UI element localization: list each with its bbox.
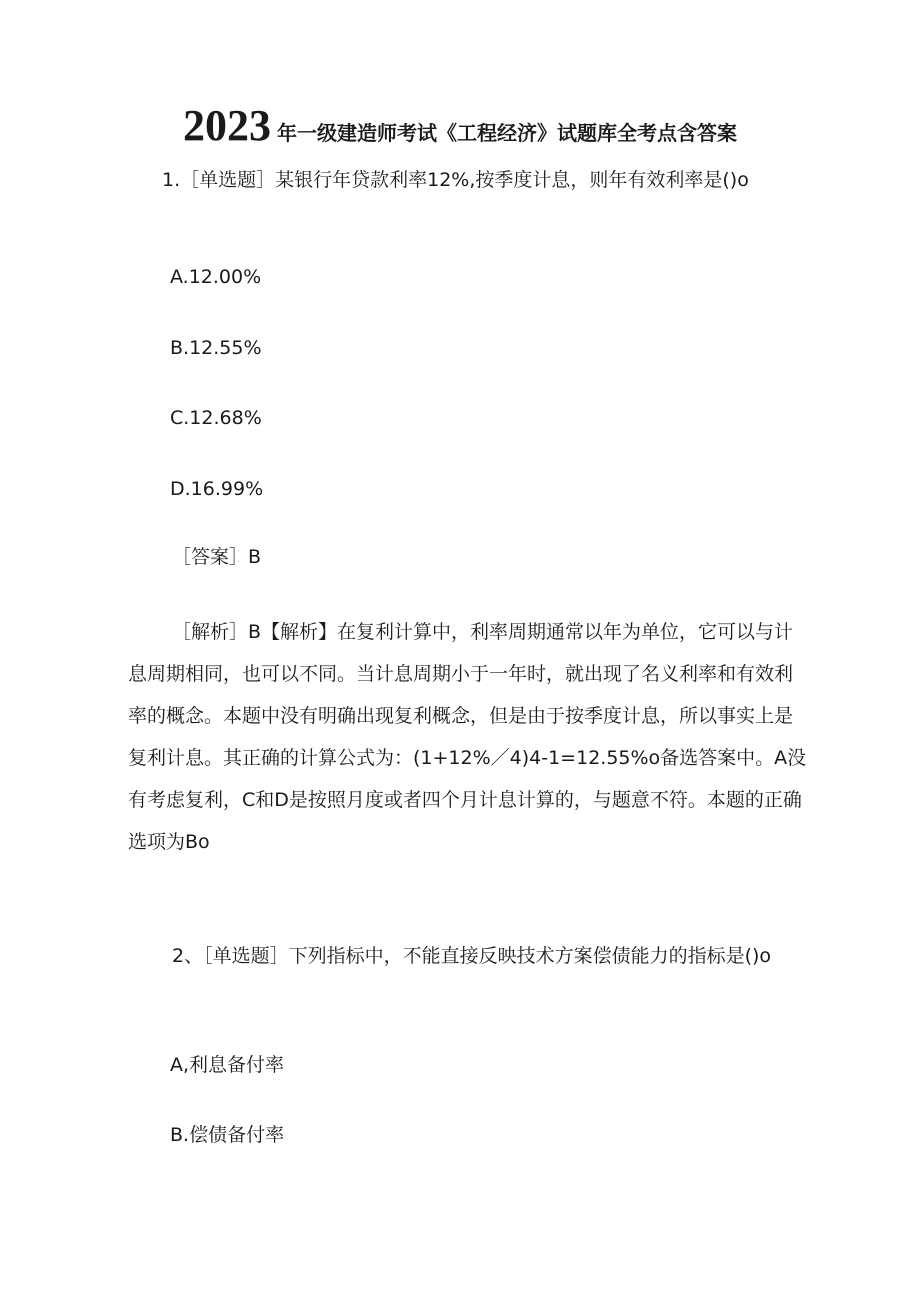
question-2-option-b: B.偿债备付率: [170, 1124, 285, 1146]
question-1-stem: 1.［单选题］某银行年贷款利率12%,按季度计息，则年有效利率是()o: [162, 169, 749, 191]
question-1-option-d: D.16.99%: [170, 478, 264, 500]
question-1-option-c: C.12.68%: [170, 407, 262, 429]
question-1-option-b: B.12.55%: [170, 337, 262, 359]
title-year: 2023: [183, 101, 271, 150]
question-1-answer: ［答案］B: [172, 546, 262, 568]
title-text: 年一级建造师考试《工程经济》试题库全考点含答案: [277, 121, 737, 145]
question-1-explanation: ［解析］B【解析】在复利计算中，利率周期通常以年为单位，它可以与计息周期相同，也可以不同。当计息周期小于一年时，就出现了名义利率和有效利率的概念。本题中没有明确出现复利概念，但是由于按季度计息，所以事实上是复利计息。其正确的计算公式为：(1+12%／4)4-1=12.55%o备选答案中。A没有考虑复利，C和D是按照月度或者四个月计息计算的，与题意不符。本题的正确选项为Bo: [128, 621, 807, 853]
document-title: [0, 100, 920, 151]
question-2-stem: 2、［单选题］下列指标中，不能直接反映技术方案偿债能力的指标是()o: [172, 945, 772, 967]
question-1-option-a: A.12.00%: [170, 266, 262, 288]
question-2-option-a: A,利息备付率: [170, 1054, 285, 1076]
